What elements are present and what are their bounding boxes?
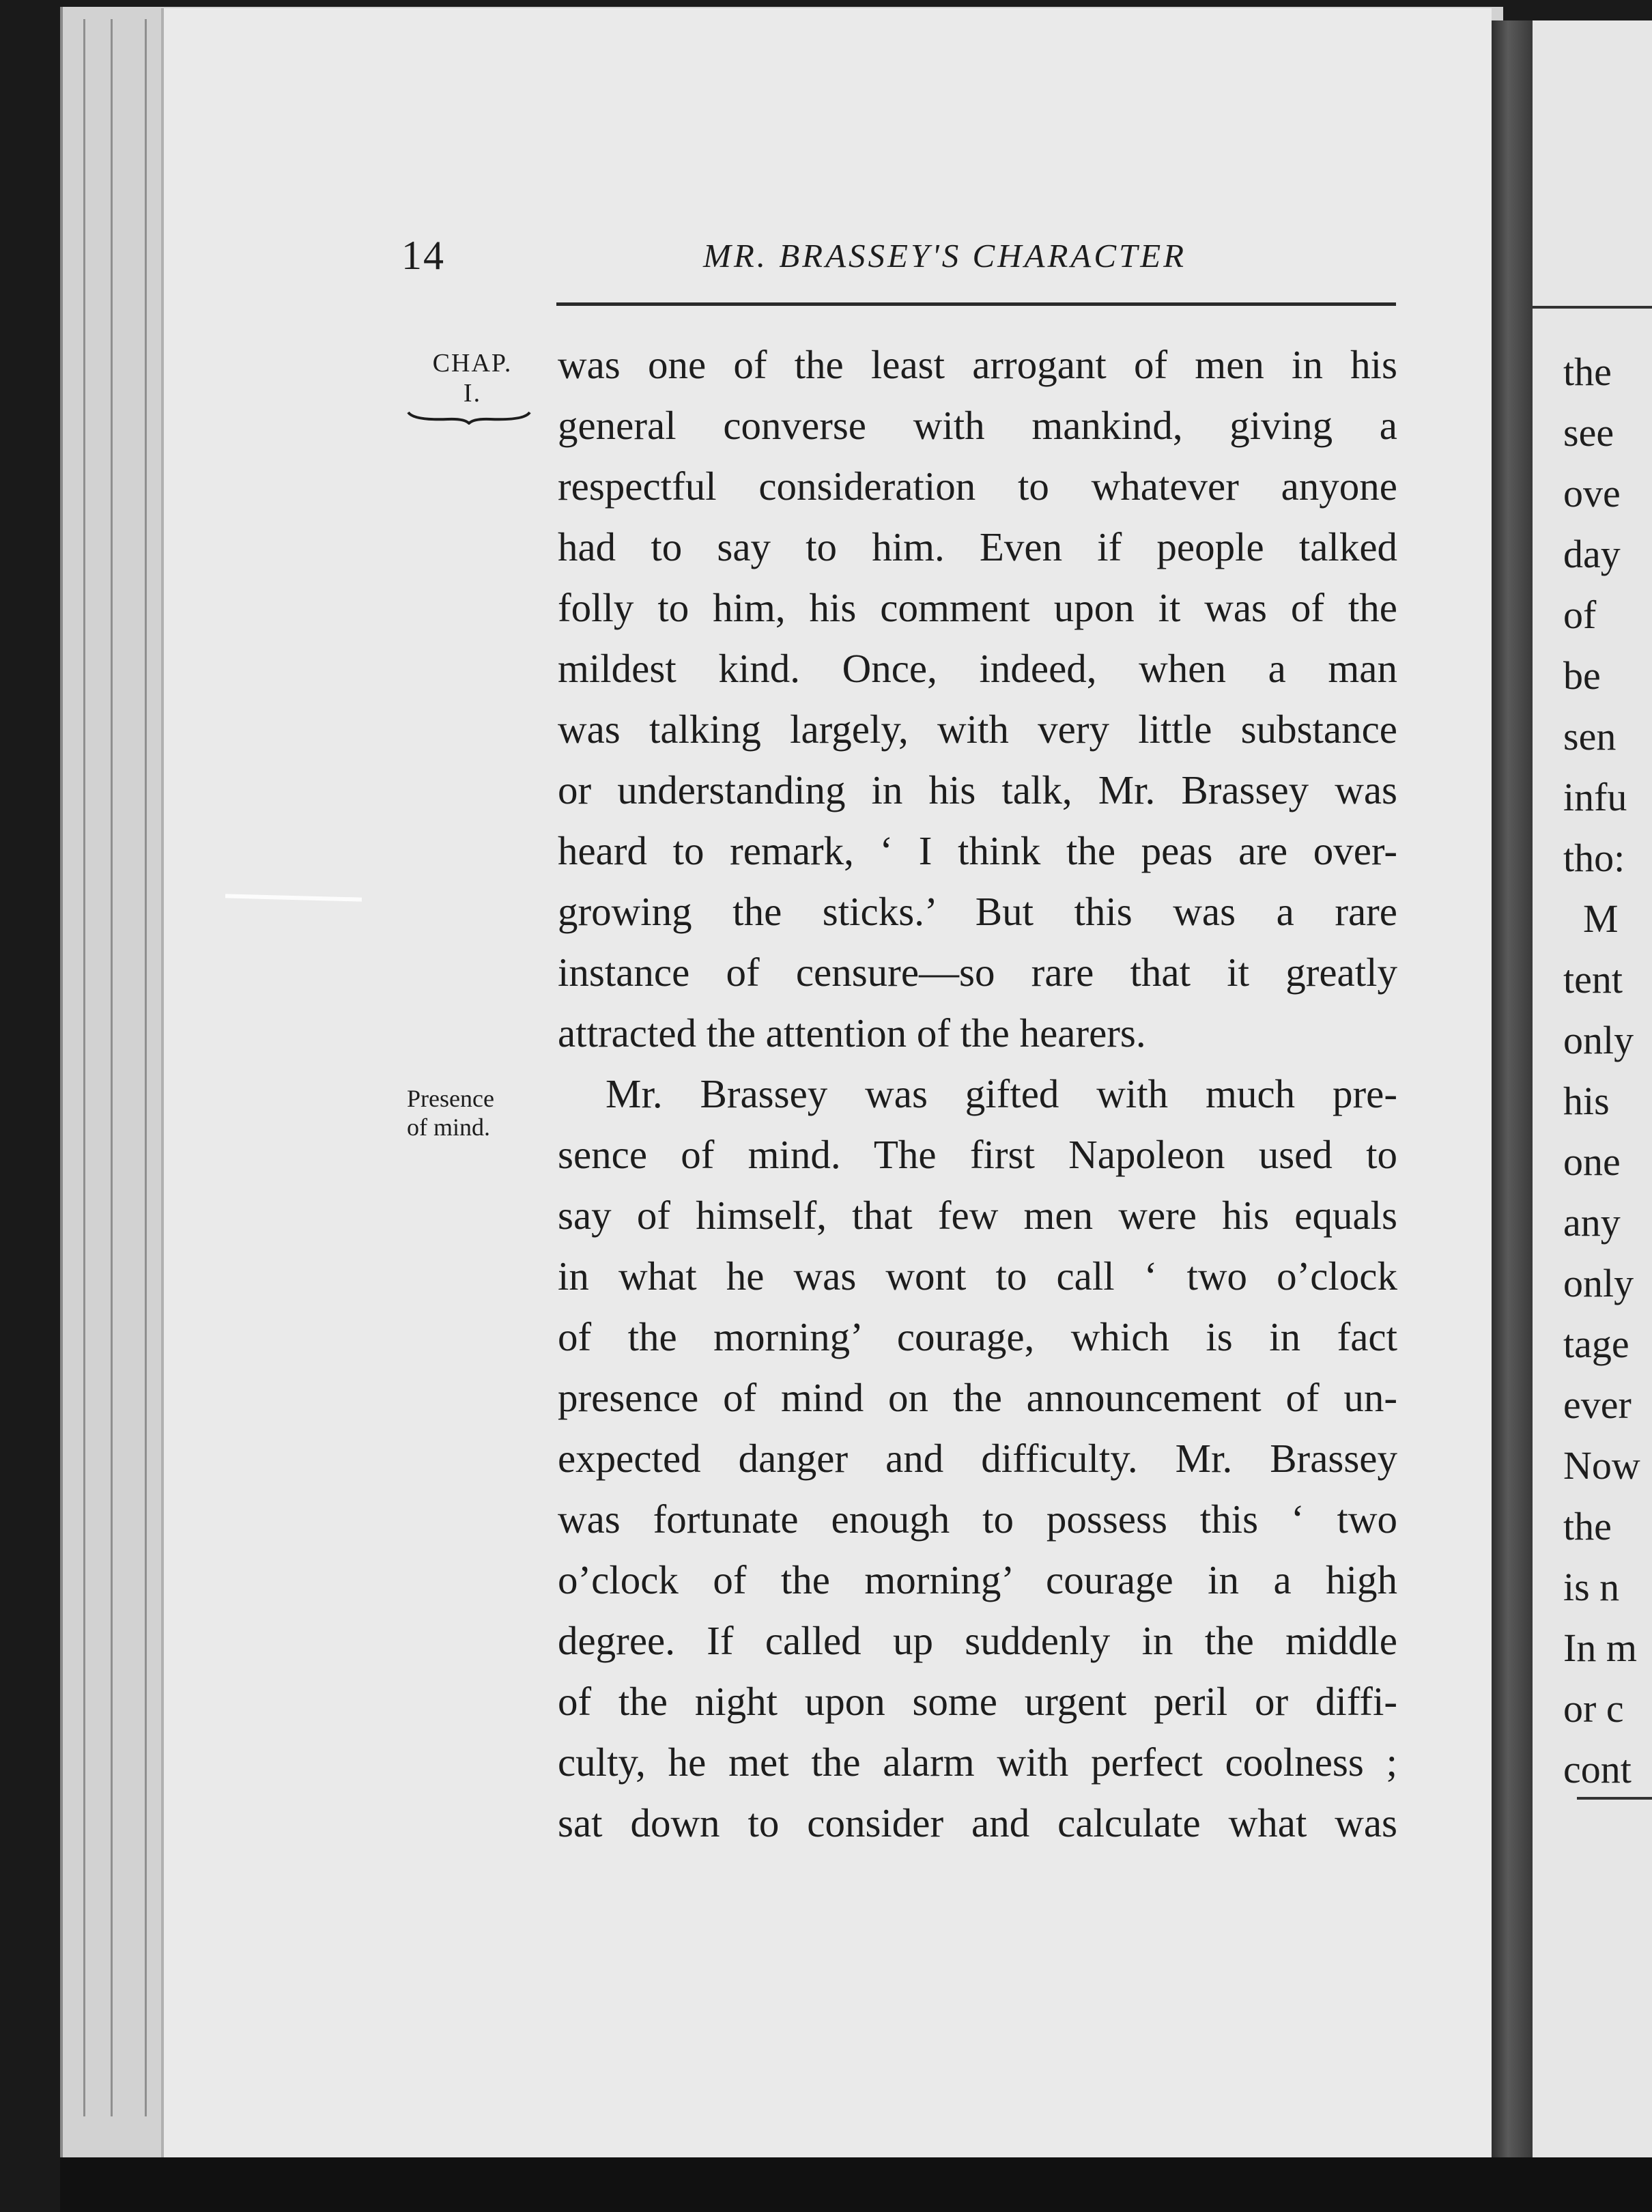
facing-line: In m [1563,1626,1637,1670]
facing-line: any [1563,1200,1621,1245]
text-line: of the morning’ courage, which is in fact [558,1314,1397,1359]
text-line: say of himself, that few men were his equals [558,1193,1397,1238]
text-line: culty, he met the alarm with perfect coolness ; [558,1740,1397,1785]
text-line: was one of the least arrogant of men in his [558,342,1397,387]
facing-line: is n [1563,1565,1620,1609]
facing-line: only [1563,1018,1634,1062]
page-number: 14 [401,233,445,278]
facing-page-text [1563,341,1652,1800]
facing-line: see [1563,410,1614,455]
body-text [558,335,1397,1854]
facing-line: sen [1563,714,1617,758]
header-rule [556,302,1396,306]
facing-line: one [1563,1139,1621,1184]
text-line: was fortunate enough to possess this ‘ two [558,1497,1397,1542]
text-line: general converse with mankind, giving a [558,403,1397,448]
text-line: mildest kind. Once, indeed, when a man [558,646,1397,691]
chapter-label [418,348,527,408]
text-line: sence of mind. The first Napoleon used to [558,1132,1397,1177]
facing-line: infu [1563,775,1627,819]
facing-line: only [1563,1261,1634,1305]
text-line: folly to him, his comment upon it was of the [558,585,1397,630]
running-head: MR. BRASSEY'S CHARACTER [703,237,1187,274]
text-line: expected danger and difficulty. Mr. Brassey [558,1436,1397,1481]
page-edge-line [145,19,147,2116]
facing-header-rule [1533,306,1652,309]
text-line: presence of mind on the announcement of un- [558,1375,1397,1420]
book-gutter [1492,20,1533,2157]
facing-line: day [1563,532,1621,576]
text-line: growing the sticks.’ But this was a rare [558,889,1397,934]
page-edge-line [111,19,113,2116]
margin-note [407,1084,543,1142]
scan-bottom-edge [60,2157,1652,2212]
text-line: heard to remark, ‘ I think the peas are over- [558,828,1397,873]
facing-line: ove [1563,471,1621,515]
facing-line: tho: [1563,836,1625,880]
facing-line: be [1563,653,1601,698]
facing-line: or c [1563,1686,1624,1731]
text-line: was talking largely, with very little substance [558,707,1397,752]
facing-line: M [1563,896,1619,941]
margin-note-line: Presence [407,1085,494,1112]
facing-line: of [1563,593,1597,637]
text-line: of the night upon some urgent peril or diffi- [558,1679,1397,1724]
facing-line: the [1563,1504,1612,1548]
facing-line: the [1563,350,1612,394]
text-line: had to say to him. Even if people talked [558,524,1397,569]
text-line: instance of censure—so rare that it greatly [558,950,1397,995]
page-edge-line [83,19,85,2116]
chapter-brace [407,408,531,425]
facing-line: Now [1563,1443,1640,1488]
text-line: respectful consideration to whatever anyone [558,464,1397,509]
facing-line: his [1563,1079,1610,1123]
text-line: or understanding in his talk, Mr. Brassey was [558,767,1397,812]
text-line: o’clock of the morning’ courage in a high [558,1557,1397,1602]
text-line: sat down to consider and calculate what was [558,1800,1397,1845]
chapter-label-word: CHAP. [432,349,513,378]
margin-note-line: of mind. [407,1114,490,1141]
facing-line: tage [1563,1322,1629,1366]
text-line: attracted the attention of the hearers. [558,1010,1146,1055]
text-line: in what he was wont to call ‘ two o’clock [558,1253,1397,1299]
facing-line: cont [1563,1747,1632,1791]
text-line: Mr. Brassey was gifted with much pre- [606,1071,1397,1116]
text-line: degree. If called up suddenly in the middle [558,1618,1397,1663]
chapter-label-number: I. [463,379,482,408]
facing-line: ever [1563,1382,1632,1427]
facing-line: tent [1563,957,1623,1002]
